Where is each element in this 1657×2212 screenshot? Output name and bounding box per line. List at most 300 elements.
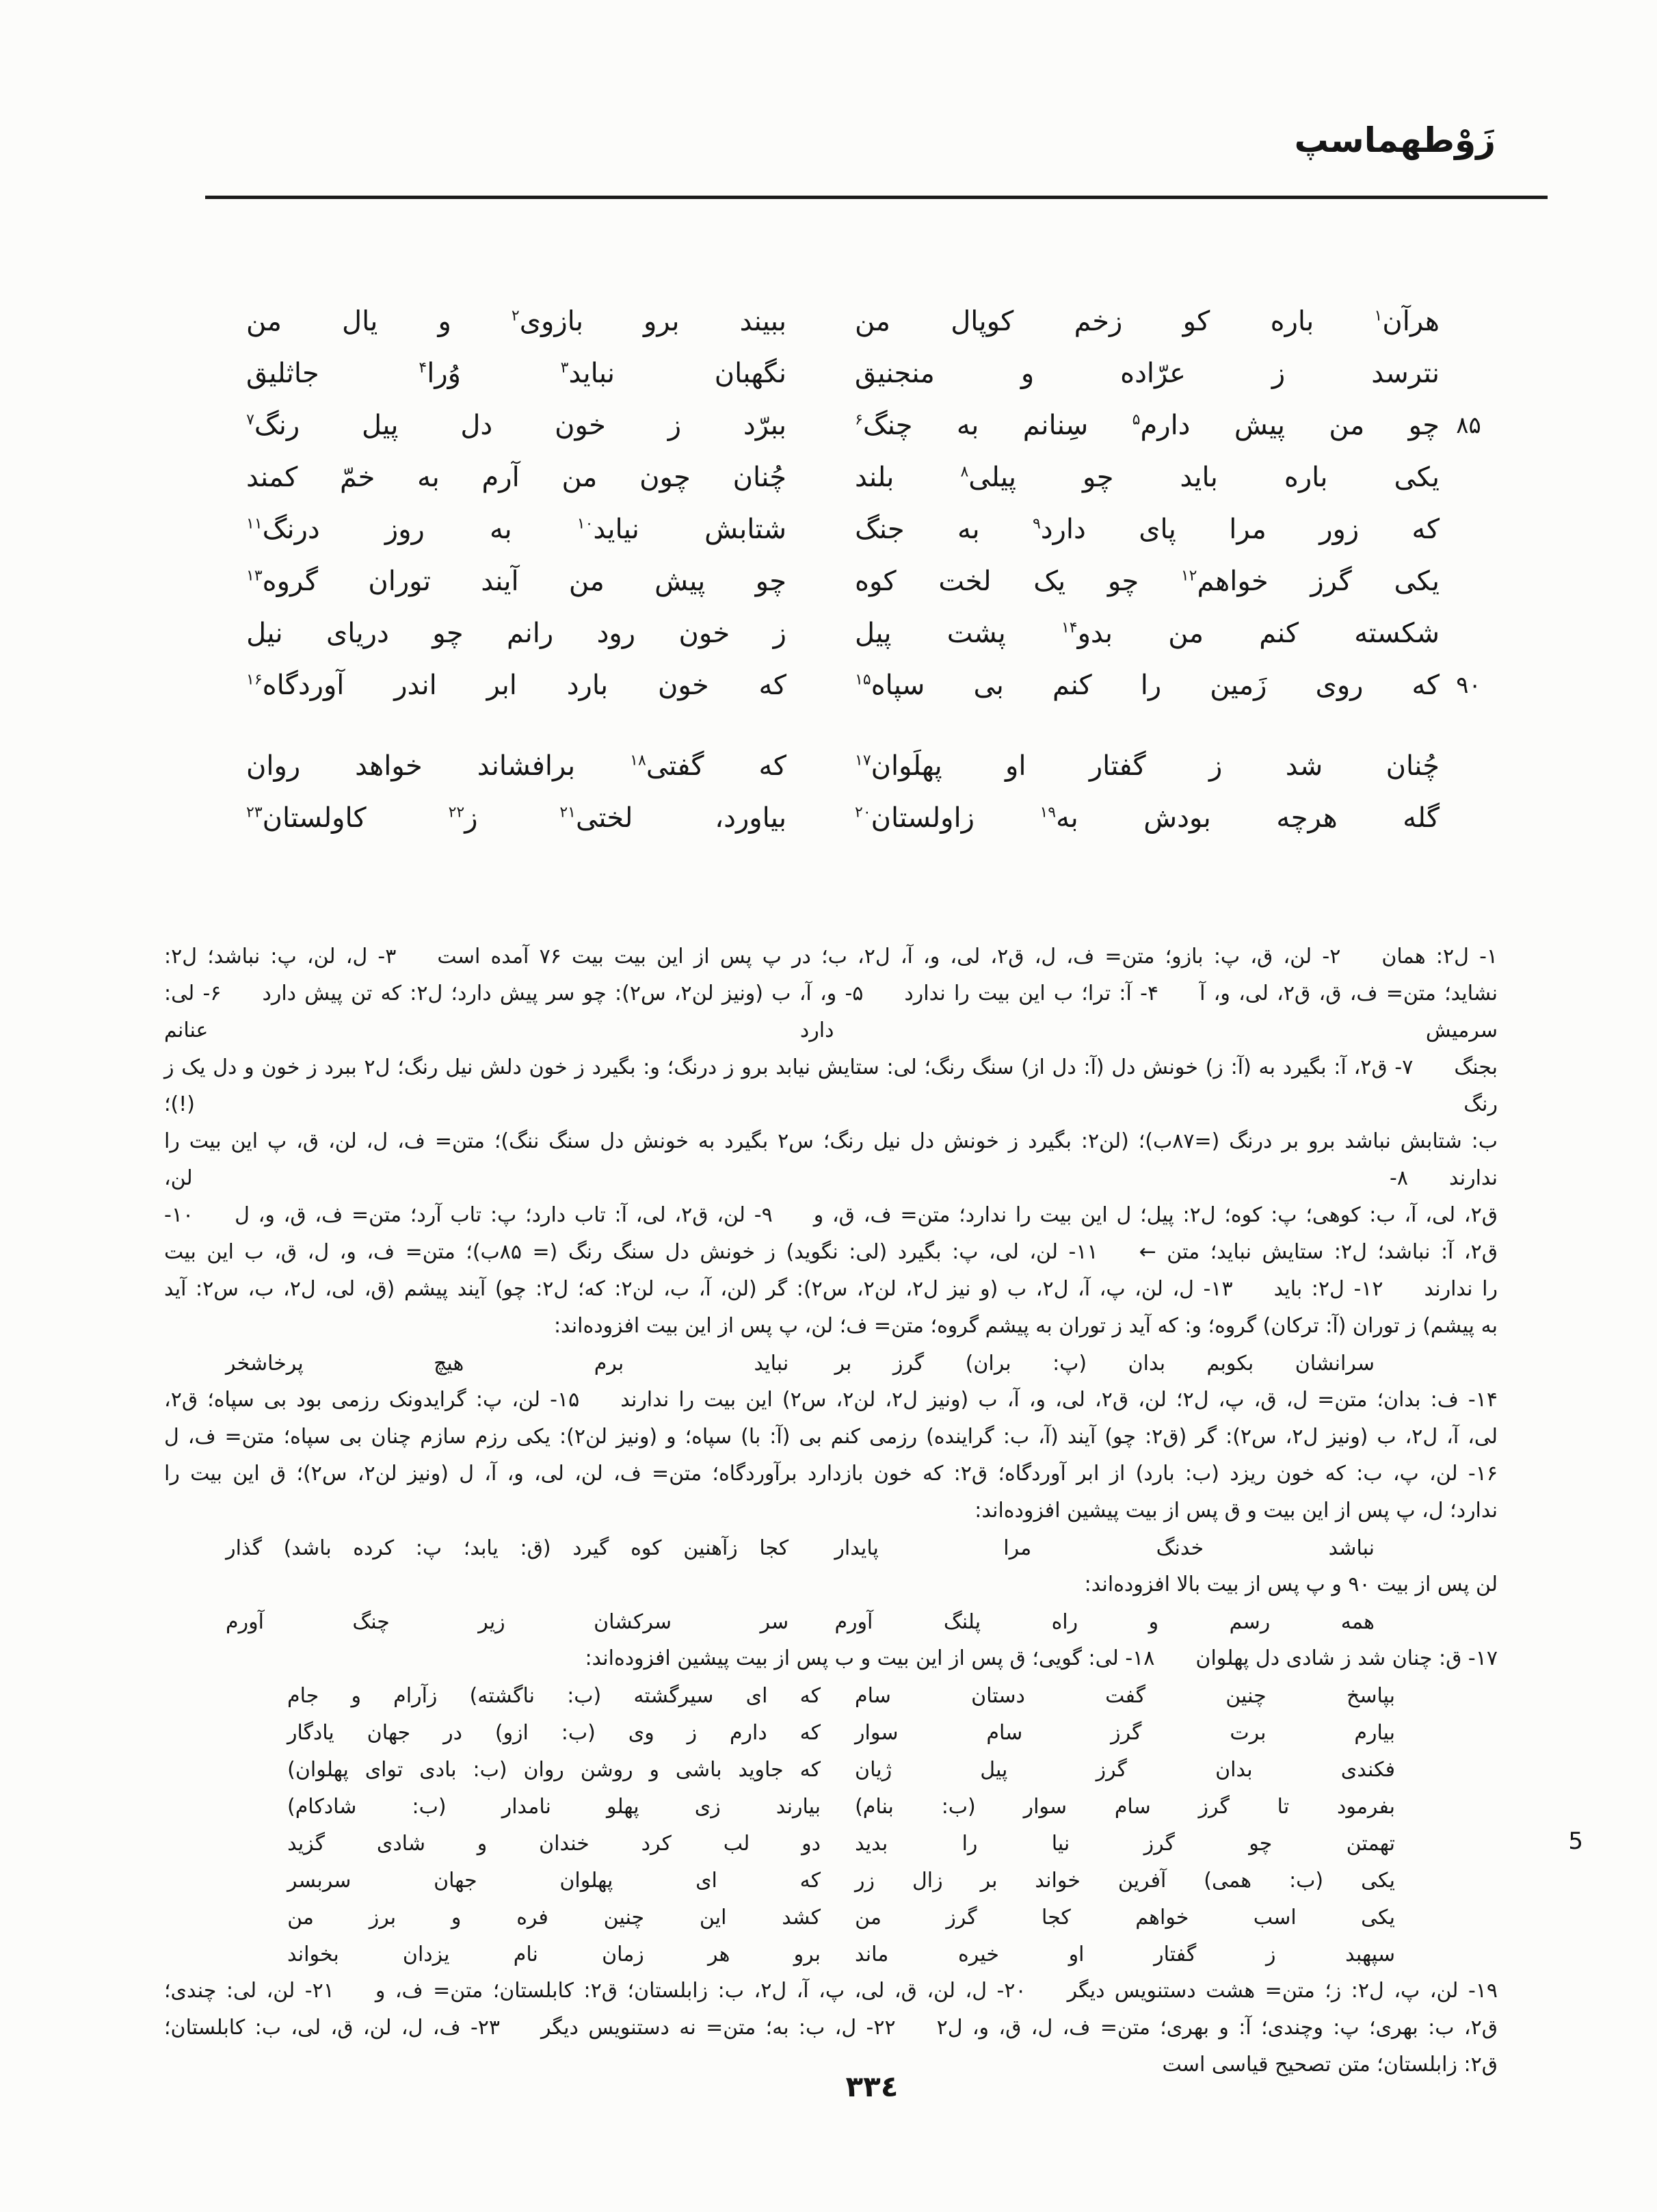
verse-word: خدنگ: [1156, 1536, 1204, 1560]
inserted-couplet: [164, 1936, 1498, 1973]
verse-word: باشد): [283, 1536, 332, 1560]
hemistich-right: [855, 670, 1440, 701]
footnote-marker: ۲: [511, 307, 520, 325]
verse-word: خمّ: [340, 462, 375, 493]
verse-word: هیچ: [434, 1351, 464, 1375]
verse-word: سپهبد: [1345, 1942, 1395, 1966]
verse-word: سر: [760, 1609, 789, 1634]
verse-word: جهان: [367, 1720, 411, 1745]
verse-word: دریای: [326, 618, 389, 649]
apparatus-line: نشاید؛ متن= ف، ق، ق۲، لی، و، آ ۴- آ: ترا؛ ب این بیت را ندارد ۵- و، آ، ب (ونیز لن۲، س۲): چو سر پیش دارد؛ ل۲: که تن پیش دارد ۶- لی: سرمیش دارد عنانم: [164, 982, 1498, 1042]
inserted-hemistich-left: [226, 1610, 788, 1634]
verse-word: آرم: [481, 462, 520, 493]
verse-word: و: [477, 1831, 488, 1856]
verse-word: بخواند: [287, 1942, 339, 1966]
verse-word: برو: [644, 306, 680, 337]
verse-word: بنام): [855, 1794, 894, 1819]
inserted-hemistich-right: [855, 1795, 1395, 1819]
verse-word: سرانشان: [1295, 1351, 1375, 1375]
verse-word: زاولستان$^{۲۰}$: [855, 802, 975, 834]
verse-word: سربسر: [287, 1868, 352, 1893]
verse-word: بدان: [1128, 1351, 1166, 1375]
inserted-hemistich-right: [834, 1536, 1375, 1560]
inserted-hemistich-left: [287, 1869, 821, 1893]
hemistich-right: [855, 462, 1440, 493]
footnote-marker: ۱۳: [246, 567, 263, 585]
verse-word: چنین: [1225, 1683, 1267, 1708]
hemistich-right: [855, 566, 1440, 597]
verse-word: خواند: [1035, 1868, 1081, 1893]
inserted-couplet: [164, 1677, 1498, 1714]
verse-word: خون: [678, 618, 730, 649]
hemistich-right: [855, 306, 1440, 337]
verse-word: یادگار: [287, 1720, 334, 1745]
inserted-hemistich-left: [287, 1684, 821, 1708]
inserted-hemistich-left: [287, 1795, 821, 1819]
inserted-hemistich-left: [287, 1721, 821, 1745]
verse-word: گذار: [226, 1536, 262, 1560]
verse-word: که: [799, 1757, 821, 1782]
verse-word: چُنان: [732, 462, 786, 493]
verse-word: بودش: [1143, 802, 1211, 834]
verse-word: یزدان: [402, 1942, 450, 1966]
hemistich-right: [855, 802, 1440, 834]
verse-word: گیرد: [572, 1536, 609, 1560]
verse-word: لخت: [938, 566, 992, 597]
verse-word: گفتار: [1089, 750, 1146, 782]
verse-word: کو: [1182, 306, 1210, 337]
verse-word: خیره: [958, 1942, 999, 1966]
verse-word: دارم$^۵$: [1132, 410, 1191, 441]
hemistich-left: [246, 802, 786, 834]
verse-word: نیاید$^{۱۰}$: [576, 514, 639, 545]
verse-row: [164, 607, 1498, 659]
poem-block: [164, 295, 1498, 844]
verse-word: بدان: [1215, 1757, 1253, 1782]
apparatus-line: بجنگ ۷- ق۲، آ: بگیرد به (آ: ز) خونش دل (آ: دل از) سنگ رنگ؛ لی: ستایش نیابد برو ز درنگ؛ و: بگیرد ز خون دلش نیل رنگ؛ ل۲ ببرد ز خون و دل یک ز رنگ (!)؛: [164, 1055, 1498, 1116]
footnote-marker: ۱۰: [576, 515, 594, 533]
verse-word: نیا: [1051, 1831, 1070, 1856]
verse-word: زی: [694, 1794, 721, 1819]
verse-row: [164, 399, 1498, 451]
verse-word: گله: [1403, 802, 1440, 834]
verse-word: گرز: [1310, 566, 1352, 597]
verse-word: منجنیق: [855, 358, 935, 389]
verse-word: بپاسخ: [1346, 1683, 1395, 1708]
verse-word: که: [799, 1868, 821, 1893]
apparatus-line: ۱۷- ق: چنان شد ز شادی دل پهلوان ۱۸- لی: گویی؛ ق پس از این بیت و ب پس از بیت پیشین افزوده‌اند:: [585, 1646, 1498, 1670]
verse-word: چو: [1249, 1831, 1273, 1856]
verse-word: خون: [657, 670, 709, 701]
verse-word: به: [956, 410, 979, 441]
verse-word: برم: [594, 1351, 624, 1375]
verse-word: زخم: [1074, 306, 1123, 337]
verse-word: که: [758, 750, 786, 782]
verse-word: سوار: [855, 1720, 899, 1745]
verse-word: برز: [369, 1905, 397, 1930]
verse-word: و: [451, 1905, 462, 1930]
verse-word: به: [957, 514, 980, 545]
verse-word: پرخاشخر: [226, 1351, 304, 1375]
verse-word: را: [962, 1831, 978, 1856]
verse-word: دل: [460, 410, 493, 441]
verse-word: چنگ$^۶$: [855, 410, 913, 441]
verse-word: دارد$^۹$: [1032, 514, 1086, 545]
hemistich-left: [246, 462, 786, 493]
apparatus-line: ق۲، آ: نباشد؛ ل۲: ستایش نباید؛ متن ← ۱۱- لن، لی، پ: بگیرد (لی: نگوید) ز خونش دل سنگ رنگ (= ۸۵ب)؛ متن= ف، و، ل، ق، ب این بیت: [164, 1240, 1498, 1264]
inserted-hemistich-right: [855, 1906, 1395, 1930]
inserted-verse: [226, 1603, 1375, 1640]
apparatus-line: ق۲، ب: بهری؛ پ: وچندی؛ آ: و بهری؛ متن= ف، ل، ق، و، ل۲ ۲۲- ل، ب: به؛ متن= نه دستنویس دیگر ۲۳- ف، ل، لن، ق، لی، ب: کابلستان؛: [164, 2016, 1498, 2040]
verse-word: پهلو: [607, 1794, 639, 1819]
footnote-marker: ۹: [1032, 515, 1041, 533]
footnote-marker: ۳: [560, 359, 569, 377]
verse-word: چو: [755, 566, 786, 597]
verse-word: خواهم: [1135, 1905, 1189, 1930]
apparatus-line: را ندارند ۱۲- ل۲: باید ۱۳- ل، لن، پ، آ، ل۲، ب (و نیز ل۲، لن۲، س۲): گر (لن، آ، ب، لن۲: که؛ ل۲: چو) آیند پیشم (ق، لی، ل۲، ب، س۲: آید: [164, 1277, 1498, 1301]
inserted-hemistich-left: [287, 1943, 821, 1966]
verse-word: (ب:: [941, 1794, 976, 1819]
hemistich-left: [246, 566, 786, 597]
verse-word: (ب:: [567, 1683, 602, 1708]
verse-word: ز: [1265, 1942, 1276, 1966]
inserted-hemistich-left: [287, 1758, 821, 1782]
verse-word: و: [649, 1757, 660, 1782]
verse-word: مرا: [1003, 1536, 1032, 1560]
verse-word: کوپال: [951, 306, 1014, 337]
verse-word: (پ:: [1052, 1351, 1087, 1375]
verse-word: رسم: [1229, 1609, 1271, 1634]
page-number: ٣٣٤: [845, 2070, 899, 2103]
verse-word: آورم: [834, 1609, 873, 1634]
inserted-hemistich-left: [287, 1832, 821, 1856]
verse-word: سپاه$^{۱۵}$: [855, 670, 925, 701]
inserted-couplet: [164, 1788, 1498, 1825]
hemistich-left: [246, 410, 786, 441]
verse-word: گرز: [1096, 1757, 1127, 1782]
verse-word: پیل: [362, 410, 399, 441]
footnote-marker: ۲۲: [448, 804, 465, 821]
verse-word: کشد: [782, 1905, 821, 1930]
verse-word: کنم: [1259, 618, 1299, 649]
verse-word: ابر: [486, 670, 517, 701]
verse-word: سام: [855, 1683, 891, 1708]
footnote-marker: ۱۵: [855, 671, 871, 689]
footnote-marker: ۱۸: [630, 752, 646, 769]
verse-word: پ:: [415, 1536, 442, 1560]
verse-word: و: [1148, 1609, 1159, 1634]
hemistich-left: [246, 750, 786, 782]
verse-word: یابد؛: [463, 1536, 499, 1560]
verse-word: آفرین: [1117, 1868, 1167, 1893]
verse-word: چو: [1107, 566, 1139, 597]
verse-word: دستان: [971, 1683, 1025, 1708]
verse-word: اندر: [394, 670, 437, 701]
verse-word: (ب:: [1289, 1868, 1324, 1893]
verse-word: ز: [687, 1720, 698, 1745]
verse-word: و: [1020, 358, 1035, 389]
verse-word: که: [1411, 670, 1440, 701]
verse-word: زال: [912, 1868, 943, 1893]
verse-word: بلند: [855, 462, 894, 493]
verse-word: اسب: [1253, 1905, 1297, 1930]
footnote-marker: ۸: [960, 463, 969, 481]
verse-row: [164, 503, 1498, 555]
hemistich-left: [246, 514, 786, 545]
verse-word: بکوبم: [1206, 1351, 1254, 1375]
verse-word: بارد: [566, 670, 609, 701]
footnote-marker: ۲۰: [855, 804, 871, 821]
verse-word: چنگ: [352, 1609, 390, 1634]
apparatus-line: ۱۶- لن، پ، ب: که خون ریزد (ب: بارد) از ابر آوردگاه؛ ق۲: که خون بازدارد برآوردگاه؛ متن= ف، لن، لی، و، آ، ل (ونیز لن۲، س۲)؛ ق این بیت را: [164, 1462, 1498, 1486]
verse-word: ای: [695, 1868, 717, 1893]
verse-word: خون: [555, 410, 606, 441]
inserted-hemistich-right: [855, 1721, 1395, 1745]
verse-word: ای: [745, 1683, 768, 1708]
verse-row: [164, 347, 1498, 399]
verse-word: پای: [1139, 514, 1176, 545]
verse-word: کجا: [759, 1536, 789, 1560]
verse-word: روان: [246, 750, 301, 782]
footnote-marker: ۶: [855, 411, 863, 429]
verse-word: (ب:: [473, 1757, 507, 1782]
verse-word: سِنانم: [1022, 410, 1089, 441]
verse-word: بیارند: [776, 1794, 821, 1819]
verse-word: برت: [1230, 1720, 1267, 1745]
verse-word: من: [855, 1905, 881, 1930]
verse-row: [164, 295, 1498, 347]
verse-word: گرز: [1111, 1720, 1142, 1745]
inserted-couplet: [164, 1862, 1498, 1899]
apparatus-line: ۱۴- ف: بدان؛ متن= ل، ق، پ، ل۲؛ لن، ق۲، لی، و، آ، ب (ونیز ل۲، لن۲، س۲) این بیت را ندارند ۱۵- لن، پ: گرایدونک رزمی بود بی سپاه؛ ق۲،: [164, 1388, 1498, 1412]
inserted-hemistich-right: [855, 1758, 1395, 1782]
verse-word: کاولستان$^{۲۳}$: [246, 802, 367, 834]
verse-word: کرد: [641, 1831, 672, 1856]
inserted-hemistich-left: [226, 1536, 788, 1560]
verse-word: که: [758, 670, 786, 701]
verse-word: جنگ: [855, 514, 905, 545]
verse-word: چو: [1408, 410, 1440, 441]
verse-word: کمند: [246, 462, 298, 493]
verse-word: او: [1068, 1942, 1085, 1966]
verse-word: ز: [1209, 750, 1223, 782]
verse-word: چون: [639, 462, 691, 493]
verse-word: پیلی$^۸$: [960, 462, 1017, 493]
footnote-marker: ۲۱: [559, 804, 576, 821]
verse-word: روان: [523, 1757, 564, 1782]
footnote-marker: ۱۷: [855, 752, 871, 769]
verse-word: راه: [1051, 1609, 1078, 1634]
verse-word: شکسته: [1354, 618, 1440, 649]
verse-word: زمان: [602, 1942, 644, 1966]
verse-word: من: [287, 1905, 314, 1930]
verse-word: شد: [1285, 750, 1323, 782]
verse-word: بادی: [419, 1757, 457, 1782]
verse-word: چنین: [603, 1905, 645, 1930]
verse-word: عرّاده: [1120, 358, 1186, 389]
verse-word: پشت: [946, 618, 1006, 649]
footnote-marker: ۱۱: [246, 515, 263, 533]
verse-word: یکی: [1361, 1905, 1395, 1930]
hemistich-left: [246, 670, 786, 701]
verse-word: ناگشته): [469, 1683, 535, 1708]
running-title: زَوْطهماسپ: [1294, 120, 1496, 160]
verse-word: باره: [1284, 462, 1328, 493]
inserted-verse: [226, 1529, 1375, 1566]
verse-word: گفتار: [1154, 1942, 1197, 1966]
verse-word: ز: [667, 410, 682, 441]
verse-row: [164, 659, 1498, 711]
couplet-number: 5: [1568, 1828, 1583, 1855]
verse-word: رانم: [507, 618, 554, 649]
inserted-hemistich-left: [287, 1906, 821, 1930]
inserted-couplet: [164, 1825, 1583, 1862]
hemistich-left: [246, 618, 786, 649]
verse-word: ز: [1271, 358, 1286, 389]
verse-word: پهلَوان$^{۱۷}$: [855, 750, 942, 782]
verse-word: سام: [1114, 1794, 1151, 1819]
verse-word: گرز: [946, 1905, 977, 1930]
footnote-marker: ۲۳: [246, 804, 263, 821]
hemistich-right: [855, 358, 1440, 389]
verse-word: بفرمود: [1336, 1794, 1395, 1819]
verse-word: هرآن$^۱$: [1374, 306, 1440, 337]
verse-word: تهمتن: [1346, 1831, 1395, 1856]
verse-word: کرده: [353, 1536, 395, 1560]
verse-word: و: [351, 1683, 361, 1708]
verse-word: گزید: [287, 1831, 326, 1856]
verse-word: مرا: [1229, 514, 1267, 545]
verse-word: باید: [1180, 462, 1218, 493]
verse-word: تا: [1277, 1794, 1290, 1819]
apparatus-line: ۱۹- لن، پ، ل۲: ز؛ متن= هشت دستنویس دیگر ۲۰- ل، لن، ق، لی، پ، آ، ل۲، ب: زابلستان؛ ق۲: کابلستان؛ متن= ف، و ۲۱- لن، لی: چندی؛: [164, 1979, 1498, 2003]
verse-word: باشی: [675, 1757, 722, 1782]
verse-word: نگهبان: [714, 358, 786, 389]
verse-word: زَمین: [1210, 670, 1267, 701]
verse-word: بر: [980, 1868, 998, 1893]
verse-word: نباید: [754, 1351, 789, 1375]
verse-word: پیل: [980, 1757, 1008, 1782]
verse-word: رنگ$^۷$: [246, 410, 300, 441]
verse-word: گفت: [1105, 1683, 1145, 1708]
verse-row: [164, 740, 1498, 792]
verse-word: به$^{۱۹}$: [1039, 802, 1078, 834]
apparatus-line: ق۲، لی، آ، ب: کوهی؛ پ: کوه؛ ل۲: پیل؛ ل این بیت را ندارد؛ متن= ف، ق، و ۹- لن، ق۲، لی، آ: تاب دارد؛ پ: تاب آرد؛ متن= ف، ق، و، ل ۱۰-: [164, 1203, 1498, 1227]
inserted-hemistich-right: [834, 1352, 1375, 1375]
footnote-marker: ۴: [419, 359, 427, 377]
apparatus-line: لن پس از بیت ۹۰ و پ پس از بیت بالا افزوده‌اند:: [1084, 1572, 1498, 1596]
verse-word: فکندی: [1340, 1757, 1395, 1782]
hemistich-right: [855, 514, 1440, 545]
inserted-verse: [226, 1345, 1375, 1382]
verse-word: بر: [834, 1351, 852, 1375]
hemistich-right: [855, 410, 1440, 441]
verse-word: وُرا$^۴$: [419, 358, 461, 389]
verse-word: ژیان: [855, 1757, 892, 1782]
verse-word: کجا: [1042, 1905, 1071, 1930]
verse-word: روز: [384, 514, 425, 545]
verse-word: که: [799, 1720, 821, 1745]
verse-word: پیش: [1234, 410, 1286, 441]
verse-word: گفتی$^{۱۸}$: [630, 750, 704, 782]
verse-word: او: [1005, 750, 1026, 782]
verse-word: پهلوان): [287, 1757, 349, 1782]
verse-word: گروه$^{۱۳}$: [246, 566, 319, 597]
verse-word: بیارم: [1354, 1720, 1395, 1745]
hemistich-right: [855, 750, 1440, 782]
verse-number: ۸۵: [1456, 412, 1481, 439]
verse-word: زور: [1319, 514, 1360, 545]
verse-word: به: [490, 514, 512, 545]
verse-word: جهان: [434, 1868, 477, 1893]
hemistich-left: [246, 306, 786, 337]
verse-word: جاوید: [738, 1757, 784, 1782]
verse-word: توران: [368, 566, 431, 597]
verse-word: چو: [432, 618, 464, 649]
verse-word: روشن: [580, 1757, 633, 1782]
apparatus-line: ۱- ل۲: همان ۲- لن، ق، پ: بازو؛ متن= ف، ل، ق۲، لی، و، آ، ل۲، ب؛ در پ پس از این بیت بیت ۷۶ آمده است ۳- ل، لن، پ: نباشد؛ ل۲:: [164, 945, 1498, 969]
verse-word: سام: [986, 1720, 1023, 1745]
verse-word: بدید: [855, 1831, 888, 1856]
verse-word: که: [1411, 514, 1440, 545]
verse-word: جاثلیق: [246, 358, 319, 389]
verse-word: پهلوان: [559, 1868, 613, 1893]
inserted-hemistich-right: [834, 1610, 1375, 1634]
footnote-marker: ۱۲: [1180, 567, 1197, 585]
verse-word: من: [855, 306, 890, 337]
verse-word: زیر: [478, 1609, 505, 1634]
verse-word: ماند: [855, 1942, 889, 1966]
inserted-hemistich-right: [855, 1943, 1395, 1966]
verse-word: سرکشان: [594, 1609, 672, 1634]
verse-word: گرز: [1143, 1831, 1175, 1856]
verse-word: کوه: [855, 566, 897, 597]
verse-word: چُنان: [1386, 750, 1440, 782]
verse-word: وی: [628, 1720, 654, 1745]
verse-word: ز$^{۲۲}$: [448, 802, 478, 834]
verse-word: زر: [855, 1868, 875, 1893]
footnote-marker: ۵: [1132, 411, 1141, 429]
verse-word: ببرّد: [743, 410, 786, 441]
verse-word: همه: [1340, 1609, 1375, 1634]
verse-word: دارم: [729, 1720, 767, 1745]
inserted-hemistich-right: [855, 1684, 1395, 1708]
verse-word: من: [1329, 410, 1365, 441]
verse-word: جام: [287, 1683, 319, 1708]
verse-word: بازوی$^۲$: [511, 306, 583, 337]
verse-word: لب: [723, 1831, 750, 1856]
verse-word: پلنگ: [943, 1609, 981, 1634]
verse-word: گرز: [1198, 1794, 1230, 1819]
verse-word: ازو): [494, 1720, 529, 1745]
inserted-hemistich-left: [226, 1352, 788, 1375]
verse-word: را: [1140, 670, 1162, 701]
verse-word: نباشد: [1328, 1536, 1375, 1560]
verse-word: یال: [342, 306, 378, 337]
verse-row: [164, 555, 1498, 607]
verse-word: لختی$^{۲۱}$: [559, 802, 633, 834]
verse-word: چو: [1083, 462, 1114, 493]
verse-word: من: [561, 462, 598, 493]
verse-word: آورم: [226, 1609, 264, 1634]
verse-word: بی: [973, 670, 1004, 701]
verse-word: شادکام): [287, 1794, 357, 1819]
verse-word: نیل: [246, 618, 283, 649]
verse-word: یکی: [1361, 1868, 1395, 1893]
footnote-marker: ۱۶: [246, 671, 263, 689]
apparatus-footnotes: [164, 938, 1583, 2083]
apparatus-line: لی، آ، ل۲، ب (ونیز ل۲، س۲): گر (ق۲: چو) آیند (آ، ب: گراینده) رزمی کنم بی (آ: با) سپاه؛ و (ونیز لن۲): یکی رزم سازم چنان بی سپاه؛ متن= ف، ل: [164, 1425, 1498, 1449]
